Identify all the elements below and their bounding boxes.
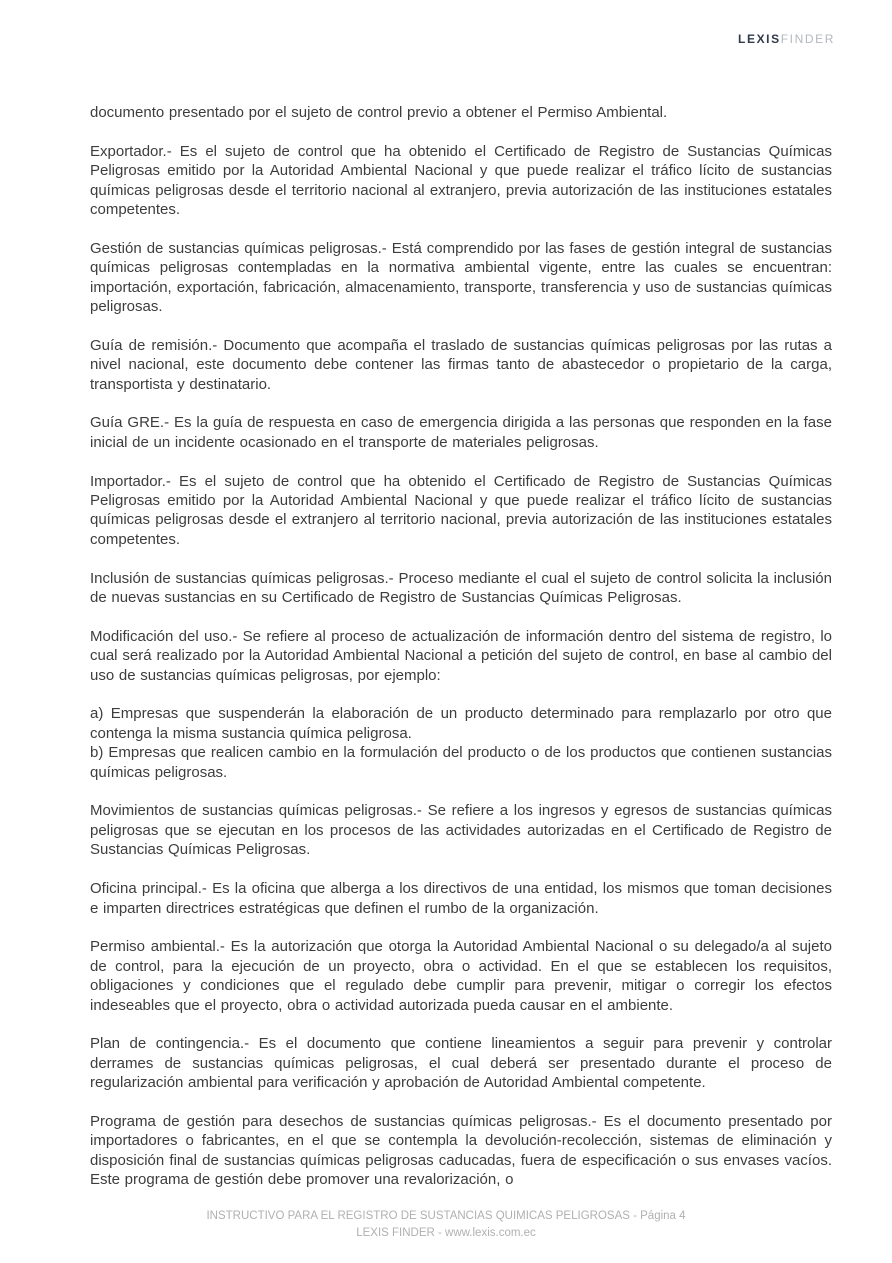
lexis-finder-logo [738, 32, 835, 46]
paragraph-plan-contingencia: Plan de contingencia.- Es el documento que contiene lineamientos a seguir para prevenir y controlar derrames de sustancias químicas peligrosas, el cual deberá ser presentado durante el proceso de regularización ambiental para verificación y aprobación de Autoridad Ambiental competente. [90, 1035, 832, 1092]
logo-text-lexis: LEXIS [738, 32, 781, 46]
paragraph-oficina-principal: Oficina principal.- Es la oficina que alberga a los directivos de una entidad, los mismos que toman decisiones e imparten directrices estratégicas que definen el rumbo de la organización. [90, 880, 832, 917]
paragraph-exportador: Exportador.- Es el sujeto de control que ha obtenido el Certificado de Registro de Sustancias Químicas Peligrosas emitido por la Autoridad Ambiental Nacional y que puede realizar el tráfico lícito de sustancias químicas peligrosas desde el territorio nacional al extranjero, previa autorización de las instituciones estatales competentes. [90, 142, 832, 219]
paragraph-intro-continuation: documento presentado por el sujeto de control previo a obtener el Permiso Ambiental. [90, 104, 668, 121]
list-item-a: a) Empresas que suspenderán la elaboración de un producto determinado para remplazarlo por otro que contenga la misma sustancia química peligrosa. [90, 705, 832, 742]
list-item-b: b) Empresas que realicen cambio en la formulación del producto o de los productos que contienen sustancias químicas peligrosas. [90, 744, 832, 781]
paragraph-importador: Importador.- Es el sujeto de control que ha obtenido el Certificado de Registro de Sustancias Químicas Peligrosas emitido por la Autoridad Ambiental Nacional y que puede realizar el tráfico lícito de sustancias químicas peligrosas desde el extranjero al territorio nacional, previa autorización de las instituciones estatales competentes. [90, 472, 832, 548]
paragraph-gestion-sustancias: Gestión de sustancias químicas peligrosas.- Está comprendido por las fases de gestión integral de sustancias químicas peligrosas contempladas en la normativa ambiental vigente, entre las cuales se encuentran: importación, exportación, fabricación, almacenamiento, transporte, transferencia y uso de sustancias químicas peligrosas. [90, 239, 832, 316]
paragraph-permiso-ambiental: Permiso ambiental.- Es la autorización que otorga la Autoridad Ambiental Nacional o su delegado/a al sujeto de control, para la ejecución de un proyecto, obra o actividad. En el que se establecen los requisitos, obligaciones y condiciones que el regulado debe cumplir para prevenir, mitigar o corregir los efectos indeseables que el proyecto, obra o actividad autorizada pueda causar en el ambiente. [90, 938, 832, 1014]
paragraph-programa-gestion: Programa de gestión para desechos de sustancias químicas peligrosas.- Es el documento presentado por importadores o fabricantes, en el que se contempla la devolución-recolección, sistemas de eliminación y disposición final de sustancias químicas peligrosas caducadas, fuera de especificación o sus envases vacíos. Este programa de gestión debe promover una revalorización, o [90, 1112, 832, 1189]
logo-text-finder: FINDER [780, 32, 835, 46]
paragraph-modificacion-uso: Modificación del uso.- Se refiere al proceso de actualización de información dentro del sistema de registro, lo cual será realizado por la Autoridad Ambiental Nacional a petición del sujeto de control, en base al cambio del uso de sustancias químicas peligrosas, por ejemplo: [90, 627, 832, 684]
page-footer [0, 1208, 892, 1242]
footer-document-title: INSTRUCTIVO PARA EL REGISTRO DE SUSTANCIAS QUIMICAS PELIGROSAS - Página 4 [206, 1210, 686, 1222]
footer-source: LEXIS FINDER - www.lexis.com.ec [356, 1227, 536, 1239]
document-body [90, 103, 832, 1209]
paragraph-guia-gre: Guía GRE.- Es la guía de respuesta en caso de emergencia dirigida a las personas que responden en la fase inicial de un incidente ocasionado en el transporte de materiales peligrosas. [90, 414, 832, 451]
paragraph-inclusion: Inclusión de sustancias químicas peligrosas.- Proceso mediante el cual el sujeto de control solicita la inclusión de nuevas sustancias en su Certificado de Registro de Sustancias Químicas Peligrosas. [90, 569, 832, 607]
paragraph-movimientos: Movimientos de sustancias químicas peligrosas.- Se refiere a los ingresos y egresos de sustancias químicas peligrosas que se ejecutan en los procesos de las actividades autorizadas en el Certificado de Registro de Sustancias Químicas Peligrosas. [90, 802, 832, 859]
paragraph-guia-remision: Guía de remisión.- Documento que acompaña el traslado de sustancias químicas peligrosas por las rutas a nivel nacional, este documento debe contener las firmas tanto de abastecedor o propietario de la carga, transportista y destinatario. [90, 336, 832, 393]
